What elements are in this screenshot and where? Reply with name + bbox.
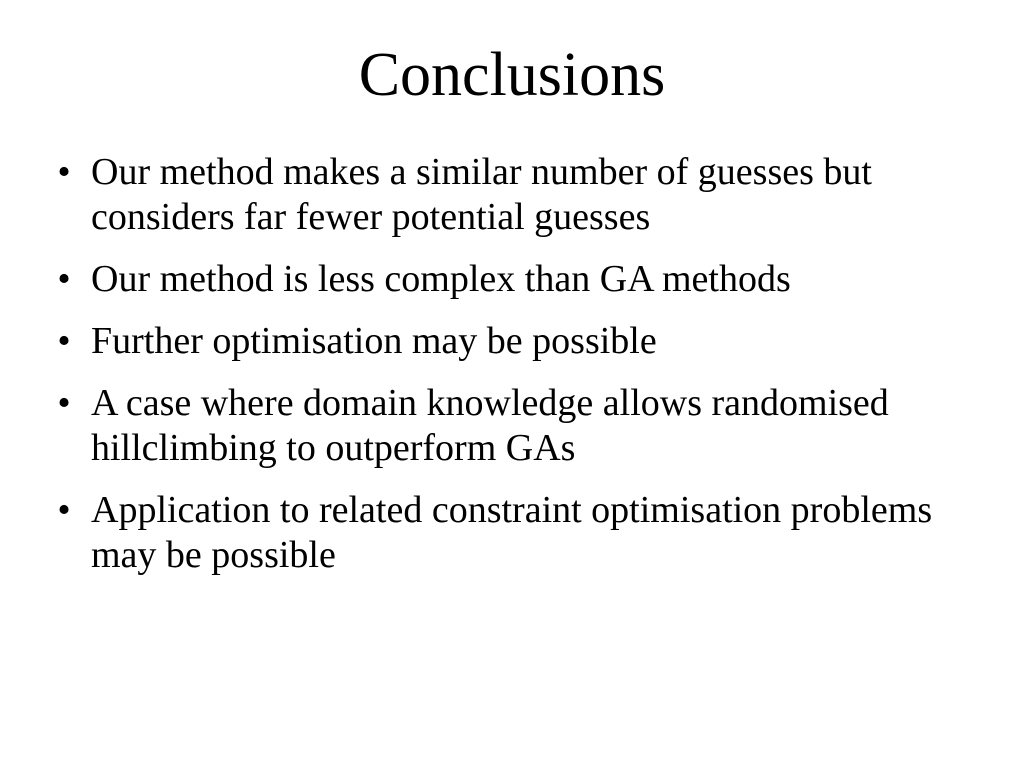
bullet-item bbox=[52, 319, 982, 364]
bullet-icon: • bbox=[57, 489, 71, 531]
bullet-item bbox=[52, 150, 982, 240]
bullet-item bbox=[52, 257, 982, 302]
slide-title: Conclusions bbox=[358, 41, 666, 109]
bullet-icon: • bbox=[57, 258, 71, 300]
bullet-item bbox=[52, 381, 982, 471]
bullet-list bbox=[52, 150, 982, 595]
bullet-text: Application to related constraint optimisation problems may be possible bbox=[91, 489, 933, 576]
bullet-icon: • bbox=[57, 320, 71, 362]
bullet-text: A case where domain knowledge allows randomised hillclimbing to outperform GAs bbox=[91, 382, 889, 469]
bullet-icon: • bbox=[57, 382, 71, 424]
bullet-icon: • bbox=[57, 151, 71, 193]
bullet-text: Further optimisation may be possible bbox=[91, 320, 657, 362]
bullet-text: Our method is less complex than GA methods bbox=[91, 258, 791, 300]
bullet-item bbox=[52, 488, 982, 578]
bullet-text: Our method makes a similar number of guesses but considers far fewer potential guesses bbox=[91, 151, 872, 238]
